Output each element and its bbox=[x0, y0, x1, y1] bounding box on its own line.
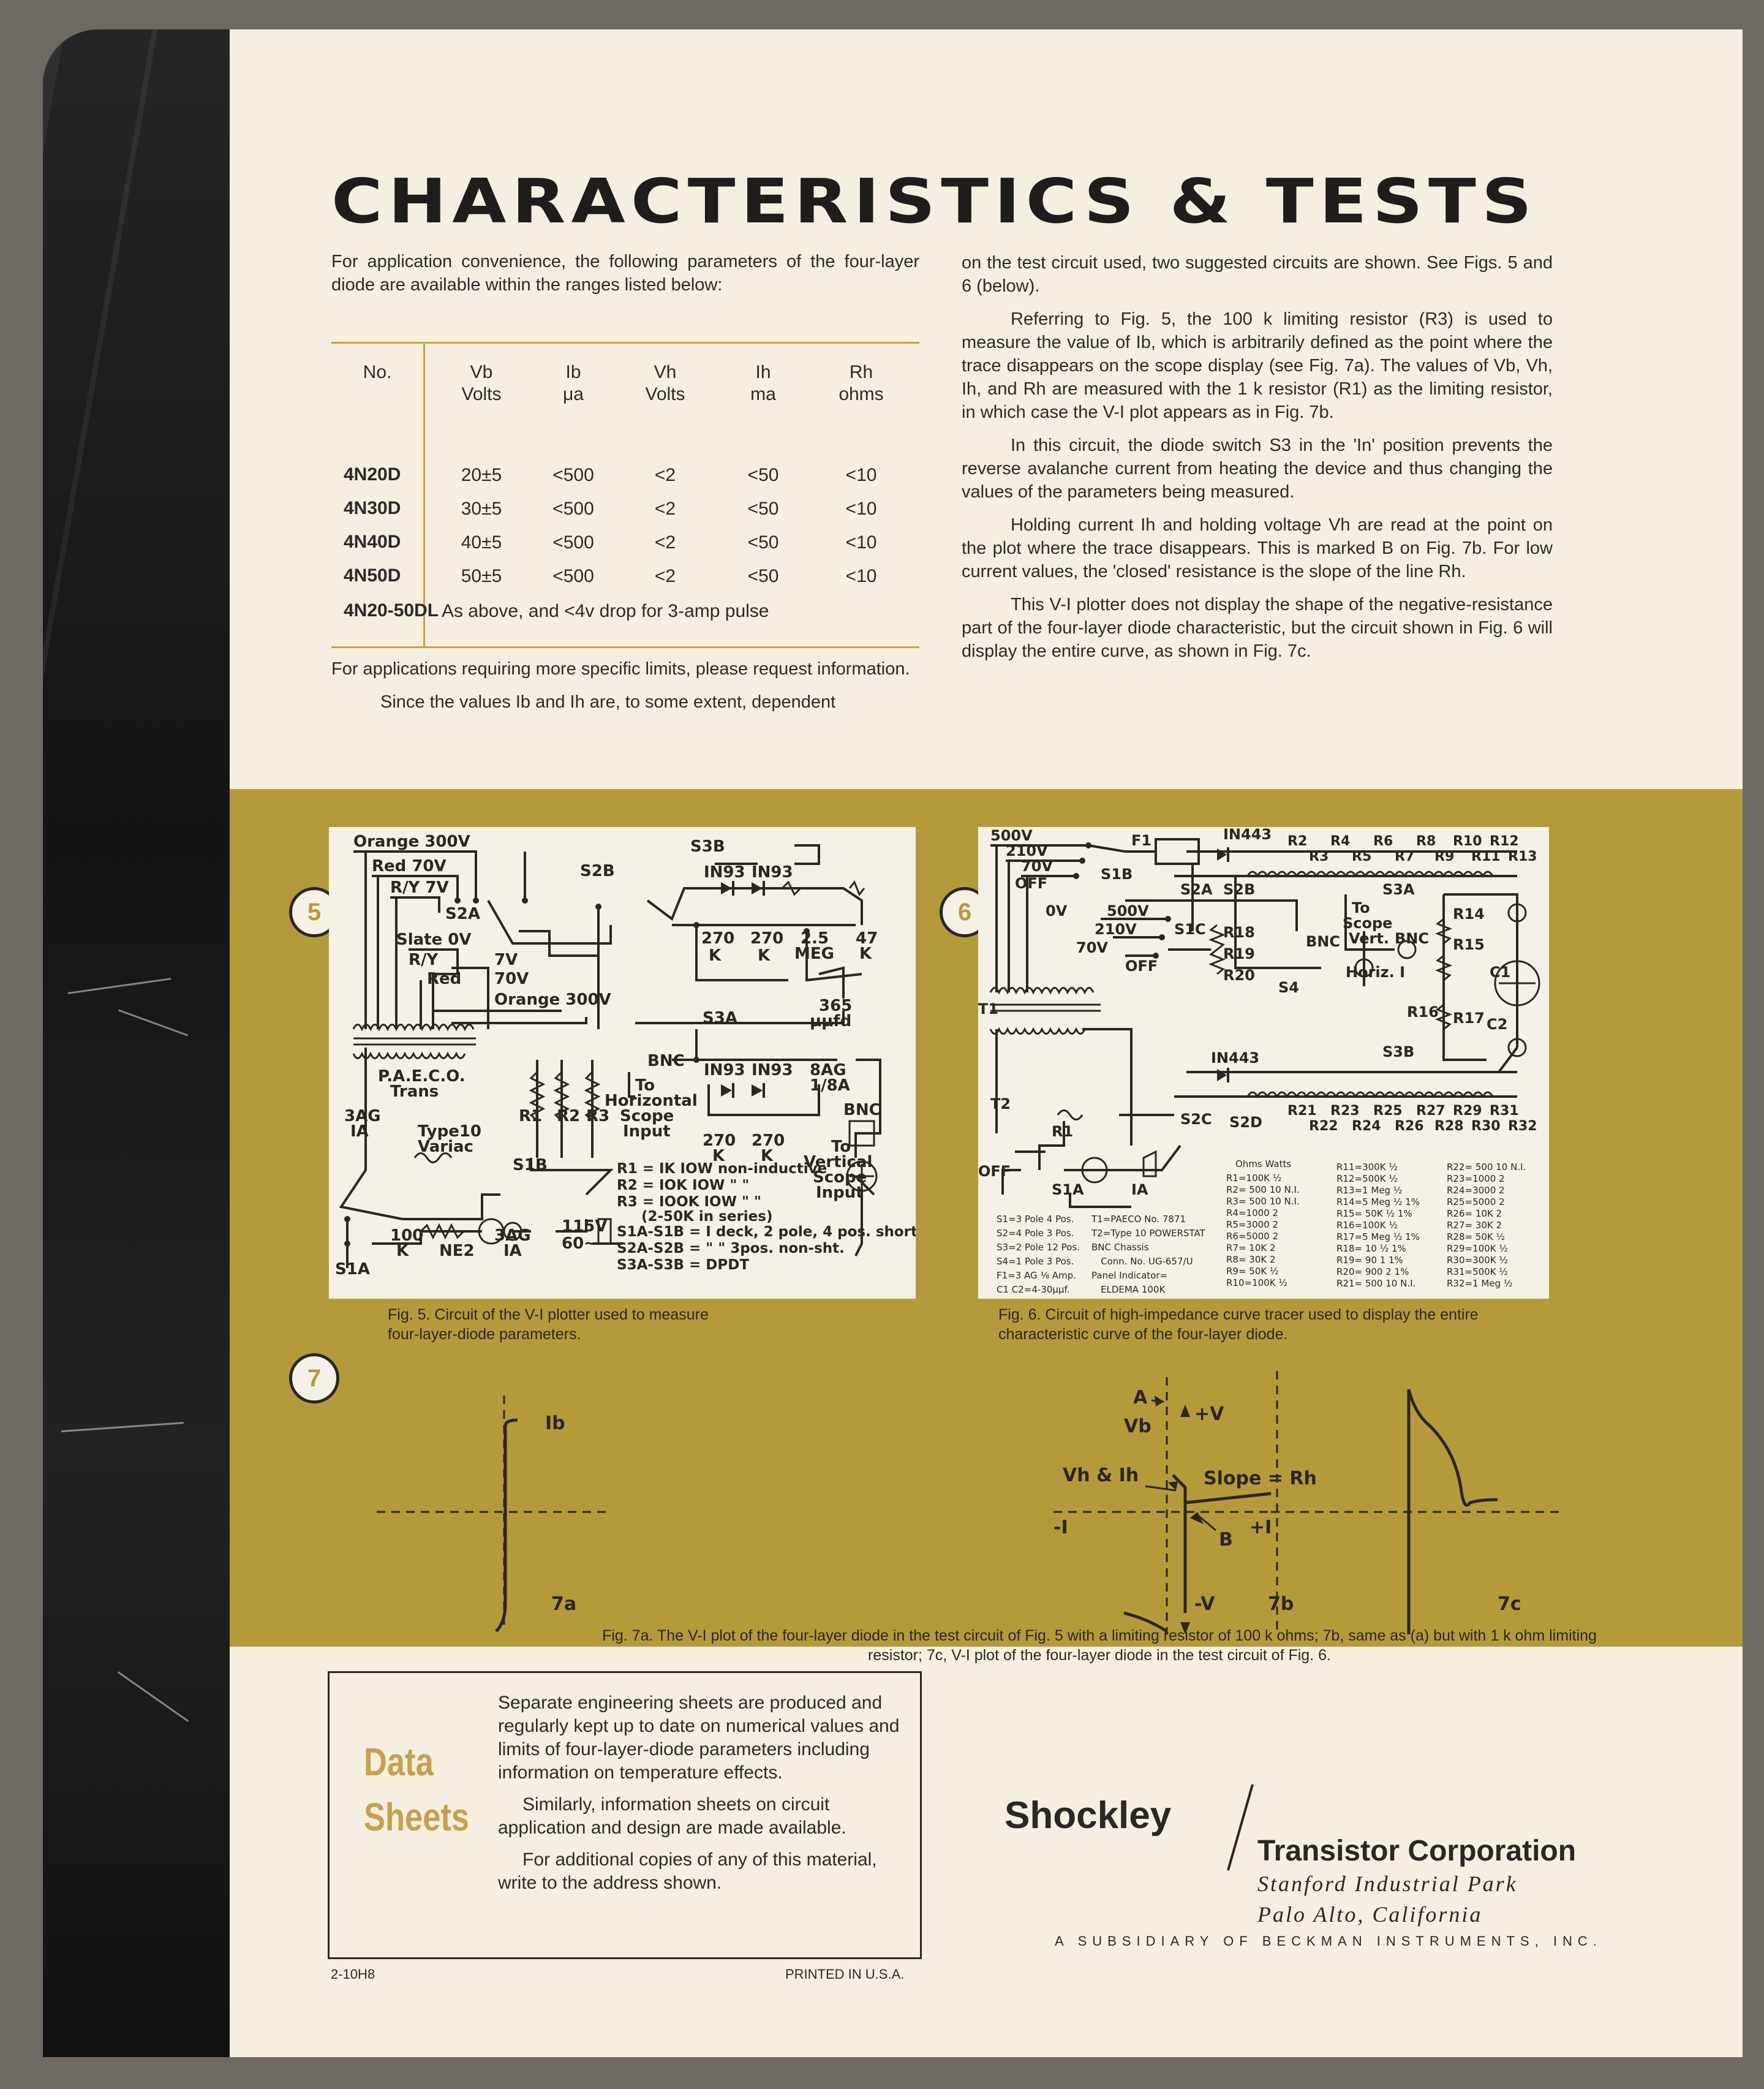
row-rh: <10 bbox=[845, 566, 877, 586]
data-sheets-paragraph: For additional copies of any of this material, write to the address shown. bbox=[498, 1849, 877, 1893]
fig6-rtop: R5 bbox=[1352, 849, 1372, 864]
header-vh bbox=[625, 361, 705, 406]
row-note: As above, and <4v drop for 3-amp pulse bbox=[442, 601, 769, 621]
row-vh: <2 bbox=[654, 566, 676, 586]
company-logo: Shockley bbox=[1005, 1794, 1172, 1837]
fig6-sw-item: S2=4 Pole 3 Pos. bbox=[997, 1228, 1074, 1239]
fig6-res3-item: R26= 10K 2 bbox=[1447, 1208, 1502, 1219]
table-row bbox=[331, 600, 919, 625]
header-vb-unit: Volts bbox=[461, 384, 502, 404]
intro-paragraph: For application convenience, the following parameters of the four-layer diode are available within the ranges listed below: bbox=[331, 252, 919, 295]
fig6-label: 70V bbox=[1076, 939, 1108, 956]
fig6-label: IN443 bbox=[1223, 827, 1272, 843]
fig6-label: S2C bbox=[1180, 1111, 1212, 1128]
row-no: 4N50D bbox=[344, 565, 401, 586]
fig6-res1-item: R9= 50K ½ bbox=[1226, 1266, 1279, 1277]
data-sheets-title-1: Data bbox=[364, 1740, 434, 1784]
fig5-label: To bbox=[831, 1138, 851, 1156]
footer-printed: PRINTED IN U.S.A. bbox=[785, 1966, 905, 1982]
fig6-res3-item: R25=5000 2 bbox=[1447, 1196, 1505, 1207]
fig6-res3-item: R23=1000 2 bbox=[1447, 1173, 1505, 1184]
fig5-note: S2A-S2B = " " 3pos. non-sht. bbox=[617, 1241, 845, 1256]
fig6-label: T2 bbox=[990, 1095, 1011, 1112]
row-ih: <50 bbox=[747, 566, 779, 586]
fig6-sw-item: F1=3 AG ⅛ Amp. bbox=[997, 1270, 1076, 1281]
fig6-rbot: R29 bbox=[1453, 1103, 1482, 1119]
fig7-label: Vb bbox=[1124, 1416, 1152, 1437]
fig6-rtop: R10 bbox=[1453, 834, 1482, 849]
right-paragraph: This V-I plotter does not display the shape of the negative-resistance part of the four-layer diode characteristic, but the circuit shown in Fig. 6 will display the entire curve, as shown in Fig. 7c. bbox=[962, 595, 1553, 661]
footer-code: 2-10H8 bbox=[331, 1966, 375, 1982]
fig6-label: S1C bbox=[1174, 921, 1206, 938]
fig6-res1-item: R10=100K ½ bbox=[1226, 1277, 1287, 1288]
fig6-res1-item: R7= 10K 2 bbox=[1226, 1242, 1276, 1253]
fig5-label: Horizontal bbox=[605, 1092, 698, 1110]
fig6-res3-item: R31=500K ½ bbox=[1447, 1266, 1508, 1277]
fig6-label: R19 bbox=[1223, 945, 1255, 962]
fig5-label: K bbox=[712, 1147, 725, 1165]
fig6-res2-item: R18= 10 ½ 1% bbox=[1336, 1243, 1406, 1254]
fig7-label: Vh & Ih bbox=[1063, 1465, 1139, 1486]
fig5-label: Orange 300V bbox=[494, 991, 611, 1009]
fig5-label: K bbox=[761, 1147, 774, 1165]
fig6-res1-item: R1=100K ½ bbox=[1226, 1173, 1282, 1184]
fig5-note: (2-50K in series) bbox=[641, 1209, 773, 1225]
row-rh: <10 bbox=[845, 499, 877, 519]
fig6-part-item: T1=PAECO No. 7871 bbox=[1091, 1214, 1186, 1225]
fig6-label: IA bbox=[1131, 1181, 1148, 1198]
fig6-res2-item: R13=1 Meg ½ bbox=[1336, 1185, 1403, 1196]
fig6-label: R20 bbox=[1223, 967, 1255, 984]
fig5-label: Red bbox=[427, 970, 462, 988]
fig5-label: 1/8A bbox=[810, 1076, 850, 1095]
row-ih: <50 bbox=[747, 465, 779, 485]
fig6-rbot: R24 bbox=[1352, 1119, 1381, 1134]
fig5-label: 365 bbox=[819, 997, 853, 1015]
row-rh: <10 bbox=[845, 532, 877, 553]
header-vb-sym: Vb bbox=[470, 362, 493, 382]
header-ib-sym: Ib bbox=[565, 362, 581, 382]
fig6-res3-item: R22= 500 10 N.I. bbox=[1447, 1162, 1526, 1173]
spine-crease bbox=[61, 1422, 184, 1432]
fig6-label: R1 bbox=[1052, 1123, 1074, 1140]
fig7-label: -I bbox=[1054, 1517, 1068, 1538]
fig6-label: Horiz. I bbox=[1346, 964, 1406, 981]
fig6-res1-item: R5=3000 2 bbox=[1226, 1219, 1279, 1230]
fig6-res3-item: R27= 30K 2 bbox=[1447, 1220, 1502, 1231]
fig7-plots bbox=[230, 789, 1743, 1647]
fig6-label: S1A bbox=[1052, 1181, 1084, 1198]
fig6-label: R18 bbox=[1223, 924, 1255, 941]
fig5-label: 8AG bbox=[810, 1061, 846, 1079]
figure-band bbox=[230, 789, 1743, 1647]
fig5-label: P.A.E.C.O. bbox=[378, 1067, 466, 1086]
fig6-label: 210V bbox=[1006, 842, 1048, 859]
fig6-part-item: BNC Chassis bbox=[1091, 1242, 1149, 1253]
fig6-res1-item: R3= 500 10 N.I. bbox=[1226, 1196, 1300, 1207]
row-ib: <500 bbox=[552, 566, 594, 586]
fig6-res2-item: R20= 900 2 1% bbox=[1336, 1266, 1409, 1277]
data-sheets-box bbox=[328, 1671, 922, 1959]
header-ih-sym: Ih bbox=[755, 362, 771, 382]
fig5-label: Scope bbox=[620, 1107, 674, 1125]
fig5-label: IN93 bbox=[704, 1061, 745, 1079]
fig5-label: BNC bbox=[843, 1101, 881, 1119]
fig6-res-header: Ohms Watts bbox=[1235, 1158, 1292, 1169]
fig5-label: Orange 300V bbox=[353, 833, 470, 851]
fig6-sw-item: S1=3 Pole 4 Pos. bbox=[997, 1214, 1074, 1225]
fig6-label: T1 bbox=[978, 1000, 999, 1018]
fig7-label: 7c bbox=[1498, 1593, 1521, 1615]
fig5-label: R/Y bbox=[409, 951, 439, 969]
fig6-res3-item: R30=300K ½ bbox=[1447, 1255, 1508, 1266]
parameter-table bbox=[331, 342, 919, 648]
spine-crease bbox=[118, 1671, 189, 1722]
left-column-text bbox=[331, 657, 919, 723]
fig6-res2-item: R19= 90 1 1% bbox=[1336, 1255, 1403, 1266]
fig6-label: S1B bbox=[1101, 866, 1133, 883]
header-vh-sym: Vh bbox=[654, 362, 677, 382]
fig6-rbot: R27 bbox=[1416, 1103, 1446, 1119]
header-ib-unit: μa bbox=[563, 384, 584, 404]
fig5-label: 115V bbox=[562, 1217, 608, 1236]
fig6-label: 70V bbox=[1021, 858, 1053, 875]
fig7-label: Ib bbox=[545, 1413, 565, 1434]
row-no: 4N20D bbox=[344, 464, 401, 485]
header-rh bbox=[821, 361, 901, 406]
fig5-label: 270 bbox=[703, 1131, 736, 1150]
fig5-label: Vertical bbox=[804, 1153, 873, 1171]
fig6-rtop: R6 bbox=[1373, 834, 1393, 849]
fig6-res3-item: R29=100K ½ bbox=[1447, 1243, 1508, 1254]
fig6-label: R16 bbox=[1407, 1003, 1439, 1021]
company-name: Transistor Corporation bbox=[1257, 1835, 1577, 1867]
fig6-label: 0V bbox=[1046, 902, 1068, 920]
fig5-label: Trans bbox=[390, 1082, 439, 1101]
fig6-rbot: R31 bbox=[1490, 1103, 1519, 1119]
row-no: 4N30D bbox=[344, 498, 401, 518]
fig6-rtop: R3 bbox=[1309, 849, 1329, 864]
fig5-label: 47 bbox=[856, 929, 878, 948]
fig6-rtop: R12 bbox=[1490, 834, 1519, 849]
fig7-label: +V bbox=[1194, 1403, 1224, 1425]
data-sheets-paragraph: Separate engineering sheets are produced and regularly kept up to date on numerical values and limits of four-layer-diode parameters including information on temperature effects. bbox=[498, 1693, 900, 1783]
data-sheets-paragraph: Similarly, information sheets on circuit application and design are made available. bbox=[498, 1794, 846, 1838]
fig5-label: R2 bbox=[557, 1107, 581, 1125]
row-no: 4N20-50DL bbox=[344, 600, 439, 621]
fig6-res2-item: R21= 500 10 N.I. bbox=[1336, 1278, 1416, 1289]
row-vb: 40±5 bbox=[461, 532, 502, 553]
fig6-label: S3B bbox=[1382, 1043, 1415, 1060]
fig7-number: 7 bbox=[289, 1353, 339, 1403]
fig5-label: S1A bbox=[335, 1260, 370, 1279]
fig6-res2-item: R14=5 Meg ½ 1% bbox=[1336, 1196, 1420, 1207]
fig5-caption: Fig. 5. Circuit of the V-I plotter used to measure four-layer-diode parameters. bbox=[388, 1306, 709, 1343]
fig5-label: IN93 bbox=[752, 1061, 793, 1079]
fig5-label: K bbox=[859, 945, 872, 963]
row-ih: <50 bbox=[747, 499, 779, 519]
binding-spine bbox=[43, 29, 233, 2057]
fig7-label: 7a bbox=[551, 1593, 577, 1615]
fig5-number: 5 bbox=[289, 887, 339, 937]
fig5-label: 2.5 bbox=[801, 929, 829, 948]
fig6-label: Scope bbox=[1343, 915, 1393, 932]
fig5-label: R/Y 7V bbox=[390, 878, 449, 897]
fig7-label: +I bbox=[1250, 1517, 1272, 1538]
fig5-label: 70V bbox=[494, 970, 529, 988]
data-sheets-text bbox=[498, 1691, 902, 1903]
row-no: 4N40D bbox=[344, 532, 401, 552]
right-paragraph: In this circuit, the diode switch S3 in the 'In' position prevents the reverse avalanche current from heating the device and thus changing the values of the parameters being measured. bbox=[962, 436, 1553, 502]
fig6-label: R17 bbox=[1453, 1010, 1485, 1027]
fig5-label: Red 70V bbox=[372, 857, 447, 875]
right-column-text bbox=[962, 251, 1553, 673]
left-column-intro bbox=[331, 250, 919, 306]
fig6-label: F1 bbox=[1131, 832, 1152, 849]
fig6-rtop: R8 bbox=[1416, 834, 1436, 849]
fig6-rbot: R28 bbox=[1434, 1119, 1464, 1134]
fig6-label: Vert. bbox=[1349, 930, 1389, 947]
fig6-sw-item: S4=1 Pole 3 Pos. bbox=[997, 1256, 1074, 1267]
table-rule-bottom bbox=[331, 646, 919, 648]
fig6-res2-item: R11=300K ½ bbox=[1336, 1162, 1398, 1173]
fig5-note: S1A-S1B = I deck, 2 pole, 4 pos. short. bbox=[617, 1224, 916, 1240]
fig6-label: C2 bbox=[1487, 1016, 1508, 1033]
fig6-rbot: R25 bbox=[1373, 1103, 1403, 1119]
fig6-res1-item: R8= 30K 2 bbox=[1226, 1254, 1276, 1265]
fig5-label: 270 bbox=[750, 929, 784, 948]
fig6-label: S2B bbox=[1223, 881, 1256, 898]
fig6-label: C1 bbox=[1490, 964, 1511, 981]
fig5-label: 7V bbox=[494, 951, 518, 969]
subsidiary-line: A SUBSIDIARY OF BECKMAN INSTRUMENTS, INC. bbox=[1055, 1933, 1602, 1949]
header-vb bbox=[442, 361, 521, 406]
fig6-rbot: R22 bbox=[1309, 1119, 1338, 1134]
fig5-label: S3B bbox=[690, 837, 725, 856]
left-paragraph: For applications requiring more specific limits, please request information. bbox=[331, 659, 910, 679]
fig6-res3-item: R24=3000 2 bbox=[1447, 1185, 1505, 1196]
table-rule-top bbox=[331, 342, 919, 344]
row-vh: <2 bbox=[654, 499, 676, 519]
fig6-res1-item: R4=1000 2 bbox=[1226, 1207, 1279, 1218]
fig6-res2-item: R16=100K ½ bbox=[1336, 1220, 1398, 1231]
fig7-label: A bbox=[1133, 1387, 1148, 1408]
fig5-note: S3A-S3B = DPDT bbox=[617, 1257, 750, 1273]
table-row bbox=[331, 565, 919, 590]
fig5-label: 270 bbox=[701, 929, 735, 948]
fig5-label: Type10 bbox=[418, 1122, 482, 1141]
fig5-label: Slate 0V bbox=[396, 931, 472, 949]
fig7-label: B bbox=[1219, 1529, 1233, 1551]
fig5-label: NE2 bbox=[439, 1242, 475, 1260]
fig6-label: IN443 bbox=[1211, 1049, 1260, 1067]
fig6-label: 500V bbox=[990, 827, 1033, 844]
fig5-label: IN93 bbox=[704, 863, 745, 882]
fig5-label: S2B bbox=[580, 862, 615, 880]
table-row bbox=[331, 498, 919, 523]
row-ih: <50 bbox=[747, 532, 779, 553]
fig5-label: Scope bbox=[813, 1168, 867, 1187]
fig5-label: To bbox=[635, 1076, 655, 1095]
fig6-label: BNC bbox=[1306, 933, 1340, 950]
fig6-label: R14 bbox=[1453, 905, 1485, 923]
fig5-label: IA bbox=[503, 1242, 522, 1260]
fig7-caption: Fig. 7a. The V-I plot of the four-layer diode in the test circuit of Fig. 5 with a limiting resistor of 100 k ohms; 7b, same as (a) but with 1 k ohm limiting resistor; 7c, V-I plot of the four-layer diode in the test circuit of Fig. 6. bbox=[602, 1627, 1597, 1664]
fig5-label: μμfd bbox=[810, 1012, 852, 1030]
fig5-label: MEG bbox=[794, 945, 834, 963]
fig5-label: 60~ bbox=[562, 1234, 597, 1253]
fig6-label: OFF bbox=[1125, 958, 1158, 975]
right-paragraph: Referring to Fig. 5, the 100 k limiting resistor (R3) is used to measure the value of Ib, which is arbitrarily defined as the point where the trace disappears on the scope display (see Fig. 7a). The values of Vb, Vh, Ih, and Rh are measured with the 1 k resistor (R1) as the limiting resistor, in which case the V-I plot appears as in Fig. 7b. bbox=[962, 309, 1553, 422]
fig5-label: K bbox=[758, 946, 771, 965]
fig5-label: Input bbox=[816, 1184, 864, 1202]
fig5-label: R1 bbox=[519, 1107, 543, 1125]
fig6-rtop: R4 bbox=[1330, 834, 1351, 849]
fig6-res3-item: R28= 50K ½ bbox=[1447, 1231, 1506, 1242]
fig6-caption: Fig. 6. Circuit of high-impedance curve tracer used to display the entire characteristic curve of the four-layer diode. bbox=[998, 1306, 1479, 1343]
fig5-note: R2 = IOK IOW " " bbox=[617, 1177, 750, 1193]
fig6-res2-item: R15= 50K ½ 1% bbox=[1336, 1208, 1412, 1219]
row-ib: <500 bbox=[552, 465, 594, 485]
fig6-label: S2A bbox=[1180, 881, 1213, 898]
left-paragraph: Since the values Ib and Ih are, to some extent, dependent bbox=[380, 692, 836, 712]
row-vb: 20±5 bbox=[461, 465, 502, 485]
row-rh: <10 bbox=[845, 465, 877, 485]
fig6-rbot: R23 bbox=[1330, 1103, 1360, 1119]
fig5-note: R1 = IK IOW non-inductive bbox=[617, 1161, 827, 1177]
row-vb: 30±5 bbox=[461, 499, 502, 519]
fig6-rtop: R2 bbox=[1287, 834, 1308, 849]
fig5-label: K bbox=[396, 1242, 409, 1260]
fig5-label: IN93 bbox=[752, 863, 793, 882]
fig6-part-item: ELDEMA 100K bbox=[1101, 1284, 1166, 1295]
fig7-label: -V bbox=[1194, 1593, 1215, 1615]
fig5-label: K bbox=[709, 946, 722, 965]
table-row bbox=[331, 464, 919, 489]
data-sheets-title-2: Sheets bbox=[364, 1795, 470, 1839]
fig6-rbot: R21 bbox=[1287, 1103, 1317, 1119]
fig6-res1-item: R6=5000 2 bbox=[1226, 1231, 1279, 1242]
fig6-part-item: Panel Indicator= bbox=[1091, 1270, 1168, 1281]
fig6-rtop: R9 bbox=[1434, 849, 1455, 864]
fig6-res2-item: R17=5 Meg ½ 1% bbox=[1336, 1231, 1420, 1242]
header-rh-unit: ohms bbox=[839, 384, 884, 404]
fig6-label: S3A bbox=[1382, 881, 1415, 898]
header-vh-unit: Volts bbox=[645, 384, 685, 404]
row-ib: <500 bbox=[552, 499, 594, 519]
fig5-label: Input bbox=[623, 1122, 671, 1141]
data-sheets-title bbox=[364, 1734, 469, 1845]
row-ib: <500 bbox=[552, 532, 594, 553]
fig6-res3-item: R32=1 Meg ½ bbox=[1447, 1278, 1513, 1289]
row-vh: <2 bbox=[654, 465, 676, 485]
fig5-label: S2A bbox=[445, 905, 480, 923]
fig6-part-item: Conn. No. UG-657/U bbox=[1101, 1256, 1193, 1267]
document-page bbox=[230, 29, 1743, 2057]
fig6-rbot: R32 bbox=[1508, 1119, 1537, 1134]
fig6-rtop: R11 bbox=[1471, 849, 1501, 864]
fig5-label: S1B bbox=[513, 1156, 548, 1174]
fig5-label: 3AG bbox=[344, 1107, 381, 1125]
table-row bbox=[331, 532, 919, 556]
header-ih bbox=[723, 361, 803, 406]
fig6-sw-item: S3=2 Pole 12 Pos. bbox=[997, 1242, 1080, 1253]
fig6-label: OFF bbox=[978, 1163, 1011, 1180]
fig5-label: Variac bbox=[418, 1138, 473, 1156]
row-vb: 50±5 bbox=[461, 566, 502, 586]
fig6-label: R15 bbox=[1453, 936, 1485, 953]
fig6-number: 6 bbox=[940, 887, 990, 937]
fig5-note: R3 = IOOK IOW " " bbox=[617, 1194, 761, 1210]
fig6-label: BNC bbox=[1395, 930, 1429, 947]
logo-slash bbox=[1222, 1781, 1259, 1873]
fig6-label: 500V bbox=[1107, 902, 1149, 920]
fig5-label: 270 bbox=[752, 1131, 785, 1150]
fig5-label: IA bbox=[350, 1122, 369, 1141]
fig6-res2-item: R12=500K ½ bbox=[1336, 1173, 1398, 1184]
fig5-label: 3AG bbox=[494, 1226, 531, 1245]
company-address-1: Stanford Industrial Park bbox=[1257, 1872, 1518, 1896]
fig6-rbot: R26 bbox=[1395, 1119, 1424, 1134]
fig6-label: S2D bbox=[1229, 1114, 1262, 1131]
fig5-label: BNC bbox=[647, 1052, 685, 1070]
fig6-label: S4 bbox=[1278, 979, 1299, 996]
fig6-rbot: R30 bbox=[1471, 1119, 1501, 1134]
fig7-label: 7b bbox=[1268, 1593, 1294, 1615]
spine-crease bbox=[118, 1010, 188, 1037]
fig6-label: 210V bbox=[1095, 921, 1137, 938]
fig6-label: OFF bbox=[1015, 875, 1048, 892]
page-title: CHARACTERISTICS & TESTS bbox=[331, 165, 1538, 237]
fig6-rtop: R13 bbox=[1508, 849, 1537, 864]
fig6-sw-item: C1 C2=4-30μμf. bbox=[997, 1284, 1070, 1295]
fig5-label: 100 bbox=[390, 1226, 424, 1245]
fig6-res1-item: R2= 500 10 N.I. bbox=[1226, 1184, 1300, 1195]
header-rh-sym: Rh bbox=[849, 362, 873, 382]
right-paragraph: on the test circuit used, two suggested circuits are shown. See Figs. 5 and 6 (below). bbox=[962, 253, 1553, 296]
header-no: No. bbox=[363, 362, 392, 382]
header-ib bbox=[533, 361, 613, 406]
fig5-label: S3A bbox=[703, 1009, 737, 1027]
fig7-label: Slope = Rh bbox=[1204, 1468, 1317, 1489]
fig6-rtop: R7 bbox=[1395, 849, 1415, 864]
company-address-2: Palo Alto, California bbox=[1257, 1902, 1483, 1927]
fig6-part-item: T2=Type 10 POWERSTAT bbox=[1091, 1228, 1205, 1239]
row-vh: <2 bbox=[654, 532, 676, 553]
right-paragraph: Holding current Ih and holding voltage Vh are read at the point on the plot where the trace disappears. This is marked B on Fig. 7b. For low current values, the 'closed' resistance is the slope of the line Rh. bbox=[962, 515, 1553, 581]
header-ih-unit: ma bbox=[750, 384, 776, 404]
fig5-label: R3 bbox=[586, 1107, 610, 1125]
fig6-label: To bbox=[1352, 899, 1370, 916]
spine-crease bbox=[68, 978, 172, 994]
